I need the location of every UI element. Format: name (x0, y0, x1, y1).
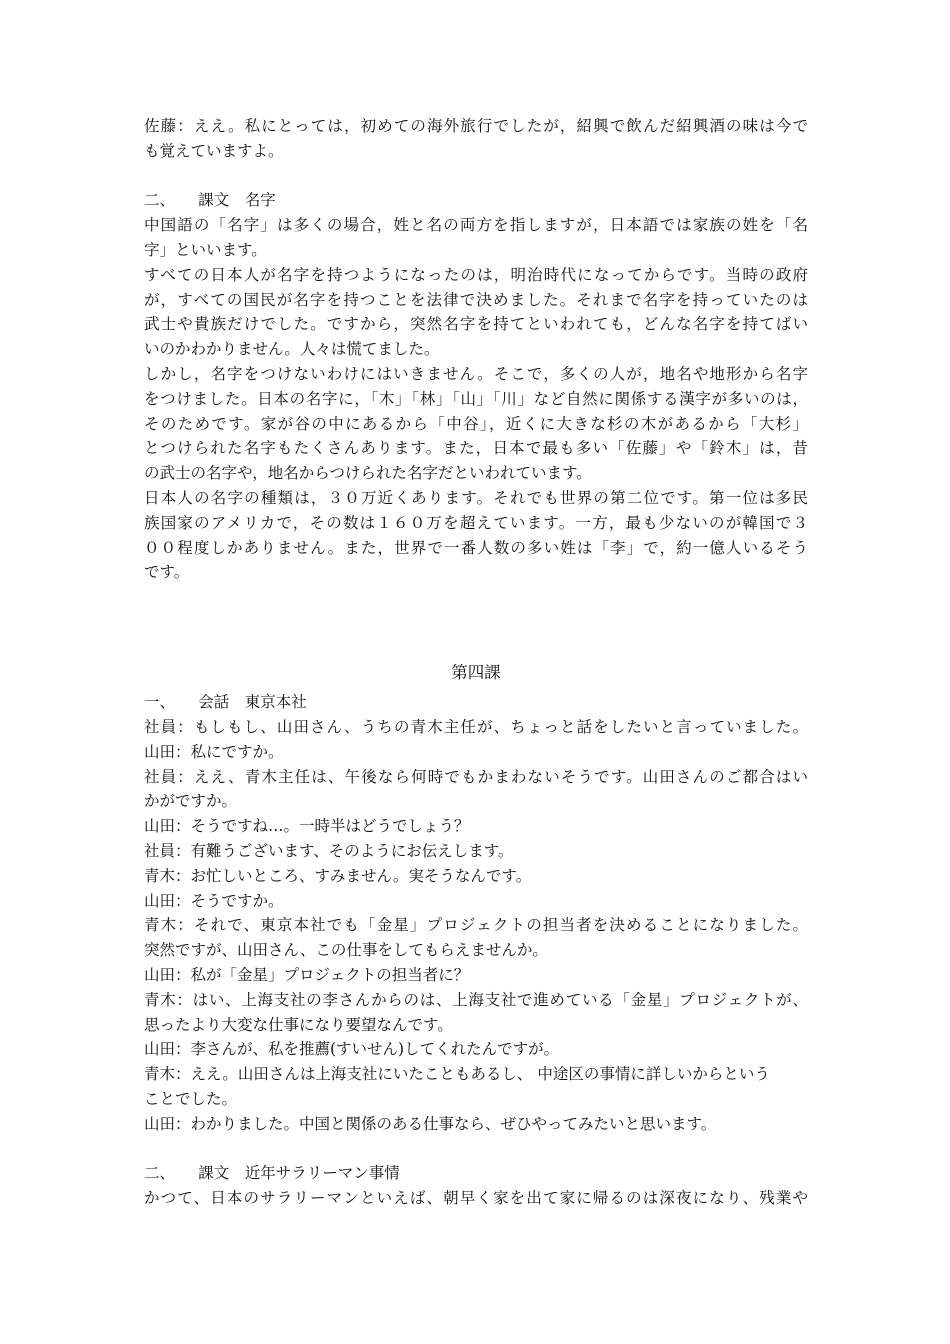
text-line: 中国語の「名字」は多くの場合，姓と名の両方を指しますが，日本語では家族の姓を「名 (144, 216, 808, 235)
section-names (144, 188, 808, 585)
text-line: そのためです。家が谷の中にあるから「中谷」，近くに大きな杉の木があるから「大杉」 (144, 414, 808, 433)
dialogue-line: 社員：有難うございます、そのようにお伝えします。 (144, 841, 514, 860)
section-heading: 二、 課文 名字 (144, 191, 276, 210)
dialogue-line: 山田：私にですか。 (144, 742, 284, 761)
dialogue-line: 青木：ええ。山田さんは上海支社にいたこともあるし、 中途区の事情に詳しいからという (144, 1065, 770, 1084)
conversation-section (144, 690, 808, 1136)
section-heading: 二、 課文 近年サラリーマン事情 (144, 1164, 400, 1183)
dialogue-line: 山田：わかりました。中国と関係のある仕事なら、ぜひやってみたいと思います。 (144, 1114, 717, 1133)
text-line: をつけました。日本の名字に，「木」「林」「山」「川」など自然に関係する漢字が多いのは， (144, 389, 808, 408)
dialogue-line: 山田：李さんが、私を推薦(すいせん)してくれたんですが。 (144, 1040, 560, 1059)
text-line: も覚えていますよ。 (144, 141, 284, 160)
lesson-title: 第四課 (451, 663, 501, 683)
dialogue-line: 山田：そうですか。 (144, 891, 284, 910)
text-line: の武士の名字や，地名からつけられた名字だといわれています。 (144, 464, 592, 483)
document-page (144, 114, 808, 1211)
text-line: ００程度しかありません。また，世界で一番人数の多い姓は「李」で，約一億人いるそう (144, 538, 808, 557)
dialogue-line: 思ったより大変な仕事になり要望なんです。 (144, 1015, 453, 1034)
text-line: が，すべての国民が名字を持つことを法律で決めました。それまで名字を持っていたのは (144, 290, 808, 309)
dialogue-line: かがですか。 (144, 792, 238, 811)
dialogue-line: ことでした。 (144, 1089, 238, 1108)
text-line: 族国家のアメリカで，その数は１６０万を超えています。一方，最も少ないのが韓国で３ (144, 513, 808, 532)
text-line: 字」といいます。 (144, 240, 267, 259)
text-line: いのかわかりません。人々は慌てました。 (144, 340, 440, 359)
dialogue-line: 青木：お忙しいところ、すみません。実そうなんです。 (144, 866, 532, 885)
text-line: です。 (144, 563, 190, 582)
text-line: かつて、日本のサラリーマンといえば、朝早く家を出て家に帰るのは深夜になり、残業や (144, 1189, 808, 1208)
dialogue-line: 山田：そうですね…。一時半はどうでしょう？ (144, 817, 470, 836)
dialogue-line: 突然ですが、山田さん、この仕事をしてもらえませんか。 (144, 941, 548, 960)
text-line: 日本人の名字の種類は，３０万近くあります。それでも世界の第二位です。第一位は多民 (144, 488, 808, 507)
text-line: しかし，名字をつけないわけにはいきません。そこで，多くの人が，地名や地形から名字 (144, 364, 808, 383)
text-line: 武士や貴族だけでした。ですから，突然名字を持てといわれても，どんな名字を持てばい (144, 315, 808, 334)
dialogue-line: 社員：ええ、青木主任は、午後なら何時でもかまわないそうです。山田さんのご都合はい (144, 767, 808, 786)
text-line: 佐藤：ええ。私にとっては，初めての海外旅行でしたが，紹興で飲んだ紹興酒の味は今で (144, 117, 808, 135)
section-heading: 一、 会話 東京本社 (144, 693, 307, 712)
dialogue-line: 青木：それで、東京本社でも「金星」プロジェクトの担当者を決めることになりました。 (144, 916, 808, 935)
text-line: すべての日本人が名字を持つようになったのは，明治時代になってからです。当時の政府 (144, 265, 808, 284)
intro-paragraph (144, 114, 808, 164)
text-line: とつけられた名字もたくさんあります。また，日本で最も多い「佐藤」や「鈴木」は，昔 (144, 439, 808, 458)
dialogue-line: 社員：もしもし、山田さん、うちの青木主任が、ちょっと話をしたいと言っていました。 (144, 717, 808, 736)
dialogue-line: 青木：はい、上海支社の李さんからのは、上海支社で進めている「金星」プロジェクトが、 (144, 990, 808, 1009)
text-section (144, 1161, 808, 1211)
dialogue-line: 山田：私が「金星」プロジェクトの担当者に？ (144, 965, 470, 984)
